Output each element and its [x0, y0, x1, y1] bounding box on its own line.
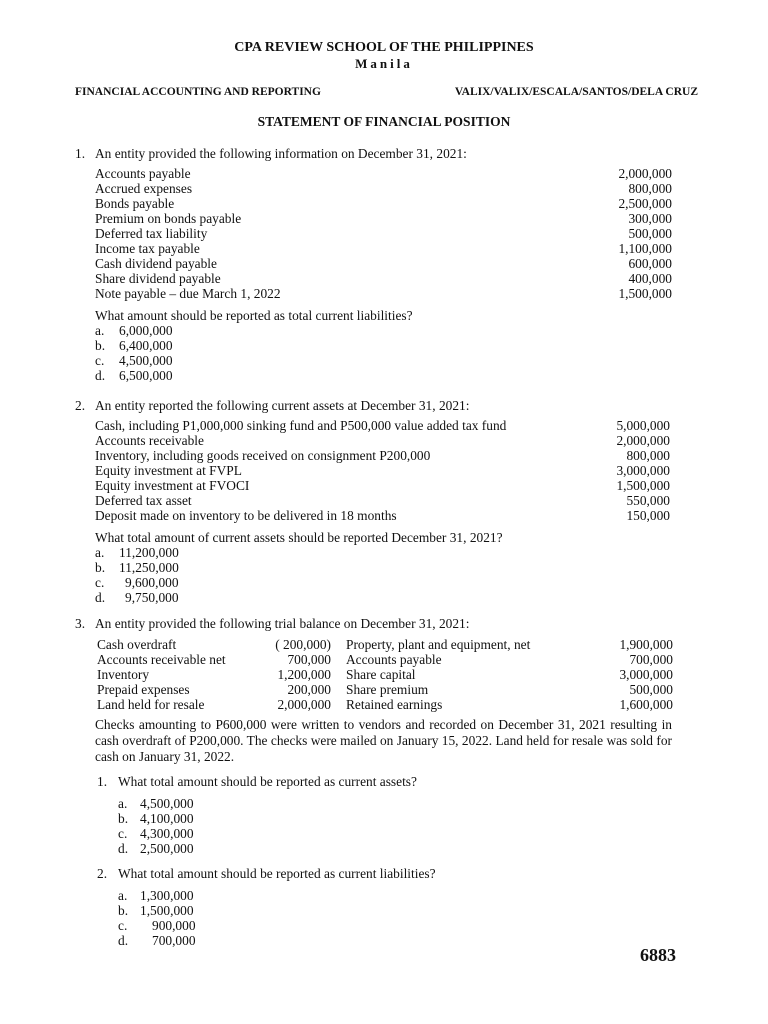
- question-prompt: What total amount of current assets should be reported December 31, 2021?: [95, 530, 503, 545]
- item-label: Deferred tax asset: [95, 493, 192, 508]
- authors-line: VALIX/VALIX/ESCALA/SANTOS/DELA CRUZ: [454, 86, 698, 98]
- answer-option: d. 2,500,000: [118, 841, 194, 856]
- table-row: Accounts receivable net 700,000 Accounts payable 700,000: [97, 652, 673, 667]
- item-amount: 400,000: [628, 271, 672, 286]
- item-label: Accounts payable: [95, 166, 191, 181]
- answer-option: c. 9,600,000: [95, 575, 179, 590]
- question-prompt: What amount should be reported as total current liabilities?: [95, 308, 413, 323]
- item-amount: 300,000: [628, 211, 672, 226]
- list-item: [95, 508, 672, 523]
- question-paragraph: Checks amounting to P600,000 were written to vendors and recorded on December 31, 2021 resulting in cash overdraft of P200,000. The checks were mailed on January 15, 2022. Land held for resale was sold for cash on January 31, 2022.: [95, 717, 672, 764]
- answer-option: b. 1,500,000: [118, 903, 194, 918]
- item-amount: 800,000: [626, 448, 670, 463]
- answer-option: c. 4,500,000: [95, 353, 173, 368]
- item-amount: 5,000,000: [616, 418, 670, 433]
- school-name: CPA REVIEW SCHOOL OF THE PHILIPPINES: [234, 40, 534, 55]
- list-item: [95, 256, 672, 271]
- question-text: An entity provided the following trial balance on December 31, 2021:: [95, 616, 470, 631]
- answer-option: a. 6,000,000: [95, 323, 173, 338]
- list-item: [95, 463, 672, 478]
- item-amount: 550,000: [626, 493, 670, 508]
- answer-option: a. 4,500,000: [118, 796, 194, 811]
- answer-option: a. 1,300,000: [118, 888, 194, 903]
- answer-option: d. 9,750,000: [95, 590, 179, 605]
- table-row: Cash overdraft ( 200,000) Property, plant and equipment, net 1,900,000: [97, 637, 673, 652]
- list-item: [95, 493, 672, 508]
- item-label: Bonds payable: [95, 196, 175, 211]
- item-amount: 2,500,000: [618, 196, 672, 211]
- item-label: Inventory, including goods received on consignment P200,000: [95, 448, 431, 463]
- item-label: Equity investment at FVOCI: [95, 478, 250, 493]
- question-number: 1.: [75, 146, 86, 161]
- item-amount: 800,000: [628, 181, 672, 196]
- sub-question-number: 1.: [97, 774, 108, 789]
- answer-option: c. 4,300,000: [118, 826, 194, 841]
- answer-option: d. 700,000: [118, 933, 196, 948]
- subject-title: FINANCIAL ACCOUNTING AND REPORTING: [75, 86, 321, 98]
- item-label: Premium on bonds payable: [95, 211, 242, 226]
- item-amount: 1,500,000: [616, 478, 670, 493]
- item-label: Deposit made on inventory to be delivered in 18 months: [95, 508, 397, 523]
- item-amount: 3,000,000: [616, 463, 670, 478]
- question-text: An entity reported the following current assets at December 31, 2021:: [95, 398, 470, 413]
- question-number: 2.: [75, 398, 86, 413]
- list-item: [95, 196, 672, 211]
- list-item: [95, 271, 672, 286]
- item-label: Cash dividend payable: [95, 256, 217, 271]
- table-row: Prepaid expenses 200,000 Share premium 500,000: [97, 682, 673, 697]
- question-number: 3.: [75, 616, 86, 631]
- sub-question-number: 2.: [97, 866, 108, 881]
- item-amount: 1,500,000: [618, 286, 672, 301]
- table-row: Inventory 1,200,000 Share capital 3,000,000: [97, 667, 673, 682]
- item-label: Accrued expenses: [95, 181, 193, 196]
- item-amount: 600,000: [628, 256, 672, 271]
- list-item: [95, 478, 672, 493]
- document-title: STATEMENT OF FINANCIAL POSITION: [257, 114, 511, 129]
- list-item: [95, 181, 672, 196]
- item-label: Share dividend payable: [95, 271, 221, 286]
- item-amount: 150,000: [626, 508, 670, 523]
- item-label: Cash, including P1,000,000 sinking fund and P500,000 value added tax fund: [95, 418, 507, 433]
- item-label: Equity investment at FVPL: [95, 463, 242, 478]
- list-item: [95, 241, 672, 256]
- page-number: 6883: [640, 945, 676, 965]
- item-amount: 1,100,000: [618, 241, 672, 256]
- answer-option: c. 900,000: [118, 918, 196, 933]
- sub-question-text: What total amount should be reported as current liabilities?: [118, 866, 436, 881]
- answer-option: b. 11,250,000: [95, 560, 179, 575]
- list-item: [95, 166, 672, 181]
- item-amount: 2,000,000: [618, 166, 672, 181]
- item-label: Deferred tax liability: [95, 226, 208, 241]
- school-city: Manila: [355, 56, 413, 71]
- list-item: [95, 433, 672, 448]
- answer-option: b. 4,100,000: [118, 811, 194, 826]
- answer-option: b. 6,400,000: [95, 338, 173, 353]
- list-item: [95, 211, 672, 226]
- question-text: An entity provided the following information on December 31, 2021:: [95, 146, 467, 161]
- item-amount: 500,000: [628, 226, 672, 241]
- table-row: Land held for resale 2,000,000 Retained earnings 1,600,000: [97, 697, 673, 712]
- list-item: [95, 226, 672, 241]
- item-amount: 2,000,000: [616, 433, 670, 448]
- sub-question-text: What total amount should be reported as current assets?: [118, 774, 417, 789]
- list-item: [95, 286, 672, 301]
- item-label: Note payable – due March 1, 2022: [95, 286, 281, 301]
- list-item: [95, 418, 672, 433]
- item-label: Income tax payable: [95, 241, 200, 256]
- answer-option: a. 11,200,000: [95, 545, 179, 560]
- list-item: [95, 448, 672, 463]
- item-label: Accounts receivable: [95, 433, 204, 448]
- answer-option: d. 6,500,000: [95, 368, 173, 383]
